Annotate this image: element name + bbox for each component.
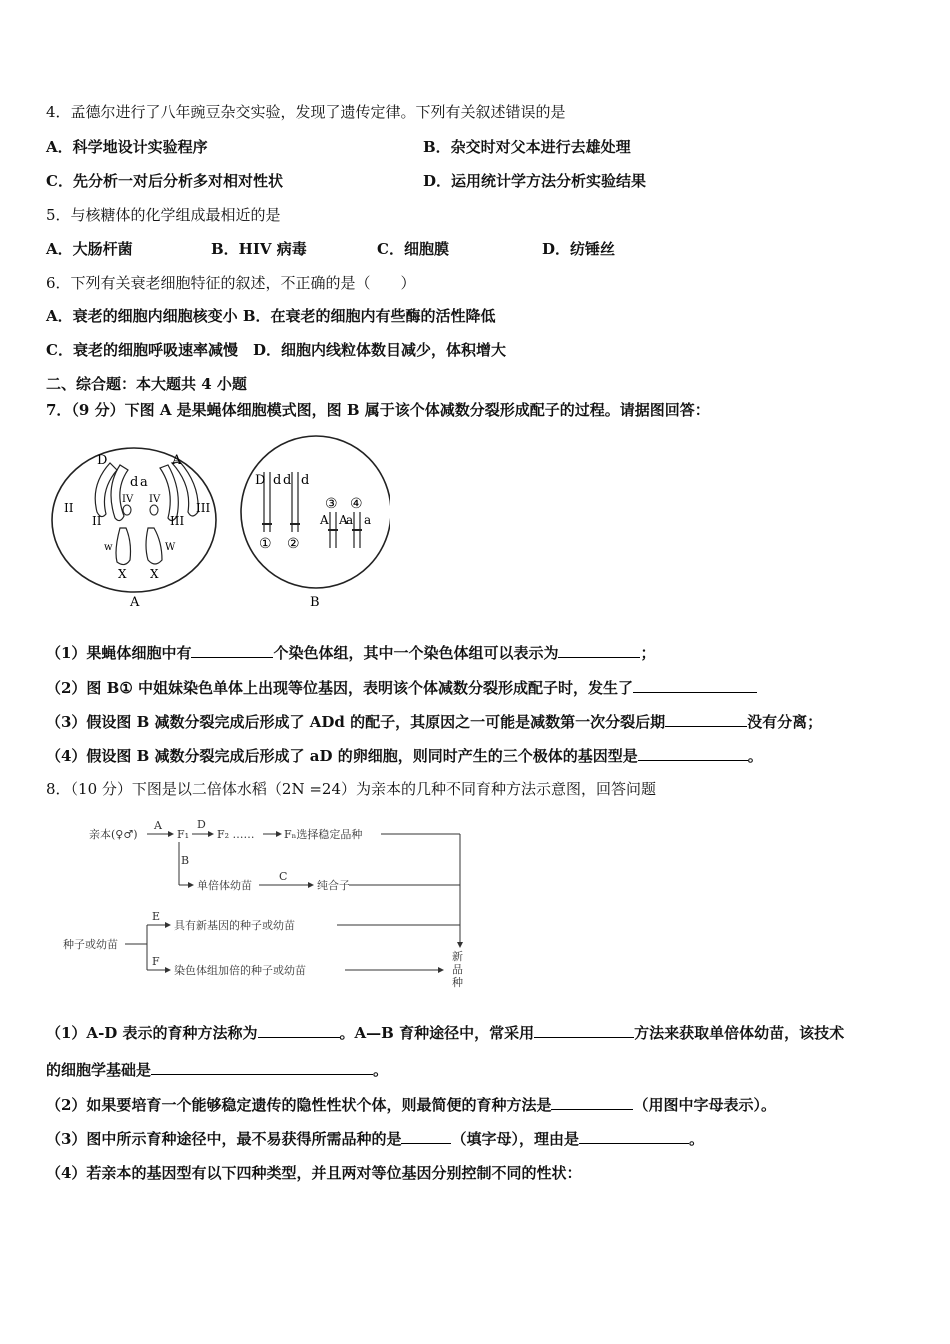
q5-option-a: A．大肠杆菌 <box>46 240 133 258</box>
q4-option-c: C．先分析一对后分析多对相对性状 <box>46 172 283 190</box>
q7-p1-text-c: ； <box>640 644 656 662</box>
q4-option-b: B．杂交时对父本进行去雄处理 <box>423 138 631 156</box>
cell-a-label-W: W <box>165 542 176 553</box>
q5-stem: 5．与核糖体的化学组成最相近的是 <box>46 206 281 224</box>
q7-p3-text-b: 没有分离； <box>747 713 823 731</box>
q8-p1-blank-1[interactable] <box>258 1022 340 1038</box>
diagram-parent: 亲本(♀♂) <box>89 828 138 841</box>
q7-part-2 <box>46 677 757 698</box>
cell-b-label-c3: ③ <box>325 496 338 512</box>
cell-a-label-II-left: II <box>64 501 74 515</box>
q6-options-ab: A．衰老的细胞内细胞核变小 B．在衰老的细胞内有些酶的活性降低 <box>46 307 496 325</box>
cell-a-label-X-right: X <box>150 567 159 581</box>
diagram-label-f: F <box>152 955 160 968</box>
diagram-seed: 种子或幼苗 <box>63 938 118 951</box>
cell-b-label-c1: ① <box>259 536 272 552</box>
cell-a-label-D: D <box>97 453 108 468</box>
cell-b-label-D: D <box>255 473 266 488</box>
q8-part-3 <box>46 1128 704 1149</box>
q7-p2-blank[interactable] <box>633 677 757 693</box>
q4-stem: 4．孟德尔进行了八年豌豆杂交实验，发现了遗传定律。下列有关叙述错误的是 <box>46 103 566 121</box>
cell-b-label-A1: A <box>320 513 329 527</box>
q8-p3-blank-1[interactable] <box>401 1128 451 1144</box>
diagram-haploid: 单倍体幼苗 <box>197 879 252 892</box>
q4-option-d: D．运用统计学方法分析实验结果 <box>423 172 647 190</box>
cell-a-label-a: a <box>140 475 148 490</box>
q5-option-d: D．纺锤丝 <box>542 240 616 258</box>
diagram-f2: F₂ …… <box>217 828 255 841</box>
q8-p2-blank[interactable] <box>551 1094 633 1110</box>
q8-p3-text-b: （填字母），理由是 <box>451 1130 579 1148</box>
cell-a-label-X-left: X <box>118 567 127 581</box>
cell-b-label-a1: a <box>346 513 354 527</box>
q7-part-4 <box>46 745 763 766</box>
q8-p1-text-a: （1）A-D 表示的育种方法称为 <box>46 1024 258 1042</box>
diagram-doubled: 染色体组加倍的种子或幼苗 <box>174 964 306 977</box>
q4-option-row-2 <box>46 171 647 191</box>
q5-option-b: B．HIV 病毒 <box>211 240 307 258</box>
q7-part-1 <box>46 642 655 663</box>
cell-a-label-d: d <box>130 475 139 490</box>
q7-p4-text-a: （4）假设图 B 减数分裂完成后形成了 aD 的卵细胞，则同时产生的三个极体的基因型是 <box>46 747 638 765</box>
q7-p1-text-a: （1）果蝇体细胞中有 <box>46 644 192 662</box>
diagram-label-a: A <box>154 819 162 832</box>
diagram-newgene: 具有新基因的种子或幼苗 <box>174 919 295 932</box>
q7-p1-blank-2[interactable] <box>558 642 640 658</box>
diagram-label-c: C <box>279 870 288 883</box>
cell-b-label-c4: ④ <box>350 496 363 512</box>
figure-label-a: A <box>130 595 140 610</box>
q8-p2-text-a: （2）如果要培育一个能够稳定遗传的隐性性状个体，则最简便的育种方法是 <box>46 1096 552 1114</box>
diagram-label-d: D <box>197 818 206 831</box>
cell-a-label-IV-left: IV <box>122 494 134 505</box>
diagram-pure: 纯合子 <box>317 879 350 892</box>
q4-option-a: A．科学地设计实验程序 <box>46 138 208 156</box>
q8-p1-text-e: 。 <box>373 1061 389 1079</box>
cell-a-label-II-inner: II <box>92 514 102 528</box>
q8-breeding-diagram <box>55 812 475 997</box>
q8-p1-blank-3[interactable] <box>151 1059 373 1075</box>
q8-part-1-cont <box>46 1059 388 1080</box>
q6-stem: 6．下列有关衰老细胞特征的叙述，不正确的是（ ） <box>46 274 416 292</box>
q7-p1-text-b: 个染色体组，其中一个染色体组可以表示为 <box>273 644 559 662</box>
q7-p3-text-a: （3）假设图 B 减数分裂完成后形成了 ADd 的配子，其原因之一可能是减数第一次分裂后期 <box>46 713 666 731</box>
q8-p3-blank-2[interactable] <box>579 1128 689 1144</box>
cell-a-diagram <box>52 448 216 610</box>
q8-stem: 8．（10 分）下图是以二倍体水稻（2N =24）为亲本的几种不同育种方法示意图，回答问题 <box>46 780 656 798</box>
q8-p1-text-d: 的细胞学基础是 <box>46 1061 152 1079</box>
cell-b-label-d2: d <box>283 473 292 488</box>
q7-p4-blank[interactable] <box>638 745 748 761</box>
diagram-fn: Fₙ选择稳定品种 <box>284 828 363 841</box>
cell-b-label-A2: A <box>339 513 348 527</box>
q8-part-1 <box>46 1022 844 1043</box>
figure-label-b: B <box>310 595 320 610</box>
diagram-label-e: E <box>152 910 161 923</box>
diagram-newvar-2: 品 <box>452 963 463 976</box>
q4-option-row-1 <box>46 137 631 157</box>
q8-part-2 <box>46 1094 776 1115</box>
cell-a-label-w: w <box>104 542 113 553</box>
section-heading: 二、综合题：本大题共 4 小题 <box>46 375 247 393</box>
cell-b-label-c2: ② <box>287 536 300 552</box>
cell-b-label-a2: a <box>364 513 372 527</box>
q7-figure <box>50 430 390 615</box>
cell-a-label-A: A <box>172 453 182 468</box>
cell-b-label-d1: d <box>273 473 282 488</box>
diagram-newvar-1: 新 <box>452 950 463 963</box>
q8-part-4: （4）若亲本的基因型有以下四种类型，并且两对等位基因分别控制不同的性状： <box>46 1164 582 1182</box>
cell-a-label-III-inner: III <box>170 514 185 528</box>
q7-p3-blank[interactable] <box>665 711 747 727</box>
q7-stem: 7．（9 分）下图 A 是果蝇体细胞模式图，图 B 属于该个体减数分裂形成配子的过程。请据图回答： <box>46 401 710 419</box>
q8-p2-text-b: （用图中字母表示）。 <box>633 1096 776 1114</box>
cell-a-label-IV-right: IV <box>149 494 161 505</box>
diagram-newvar-3: 种 <box>452 976 463 989</box>
q8-p1-text-c: 方法来获取单倍体幼苗，该技术 <box>634 1024 845 1042</box>
q5-option-c: C．细胞膜 <box>377 240 449 258</box>
q8-p1-text-b: 。A—B 育种途径中，常采用 <box>339 1024 535 1042</box>
q8-p1-blank-2[interactable] <box>534 1022 634 1038</box>
cell-a-label-III-right: III <box>196 501 211 515</box>
q7-p2-text-a: （2）图 B① 中姐妹染色单体上出现等位基因，表明该个体减数分裂形成配子时，发生了 <box>46 679 634 697</box>
q7-p1-blank-1[interactable] <box>191 642 273 658</box>
diagram-label-b: B <box>181 854 190 867</box>
q6-options-cd: C．衰老的细胞呼吸速率减慢 D．细胞内线粒体数目减少，体积增大 <box>46 341 506 359</box>
cell-b-diagram <box>241 436 390 610</box>
q8-p3-text-c: 。 <box>688 1130 704 1148</box>
q7-p4-text-b: 。 <box>747 747 763 765</box>
q7-part-3 <box>46 711 822 732</box>
q8-p3-text-a: （3）图中所示育种途径中，最不易获得所需品种的是 <box>46 1130 402 1148</box>
diagram-f1: F₁ <box>177 828 190 841</box>
cell-b-label-d3: d <box>301 473 310 488</box>
